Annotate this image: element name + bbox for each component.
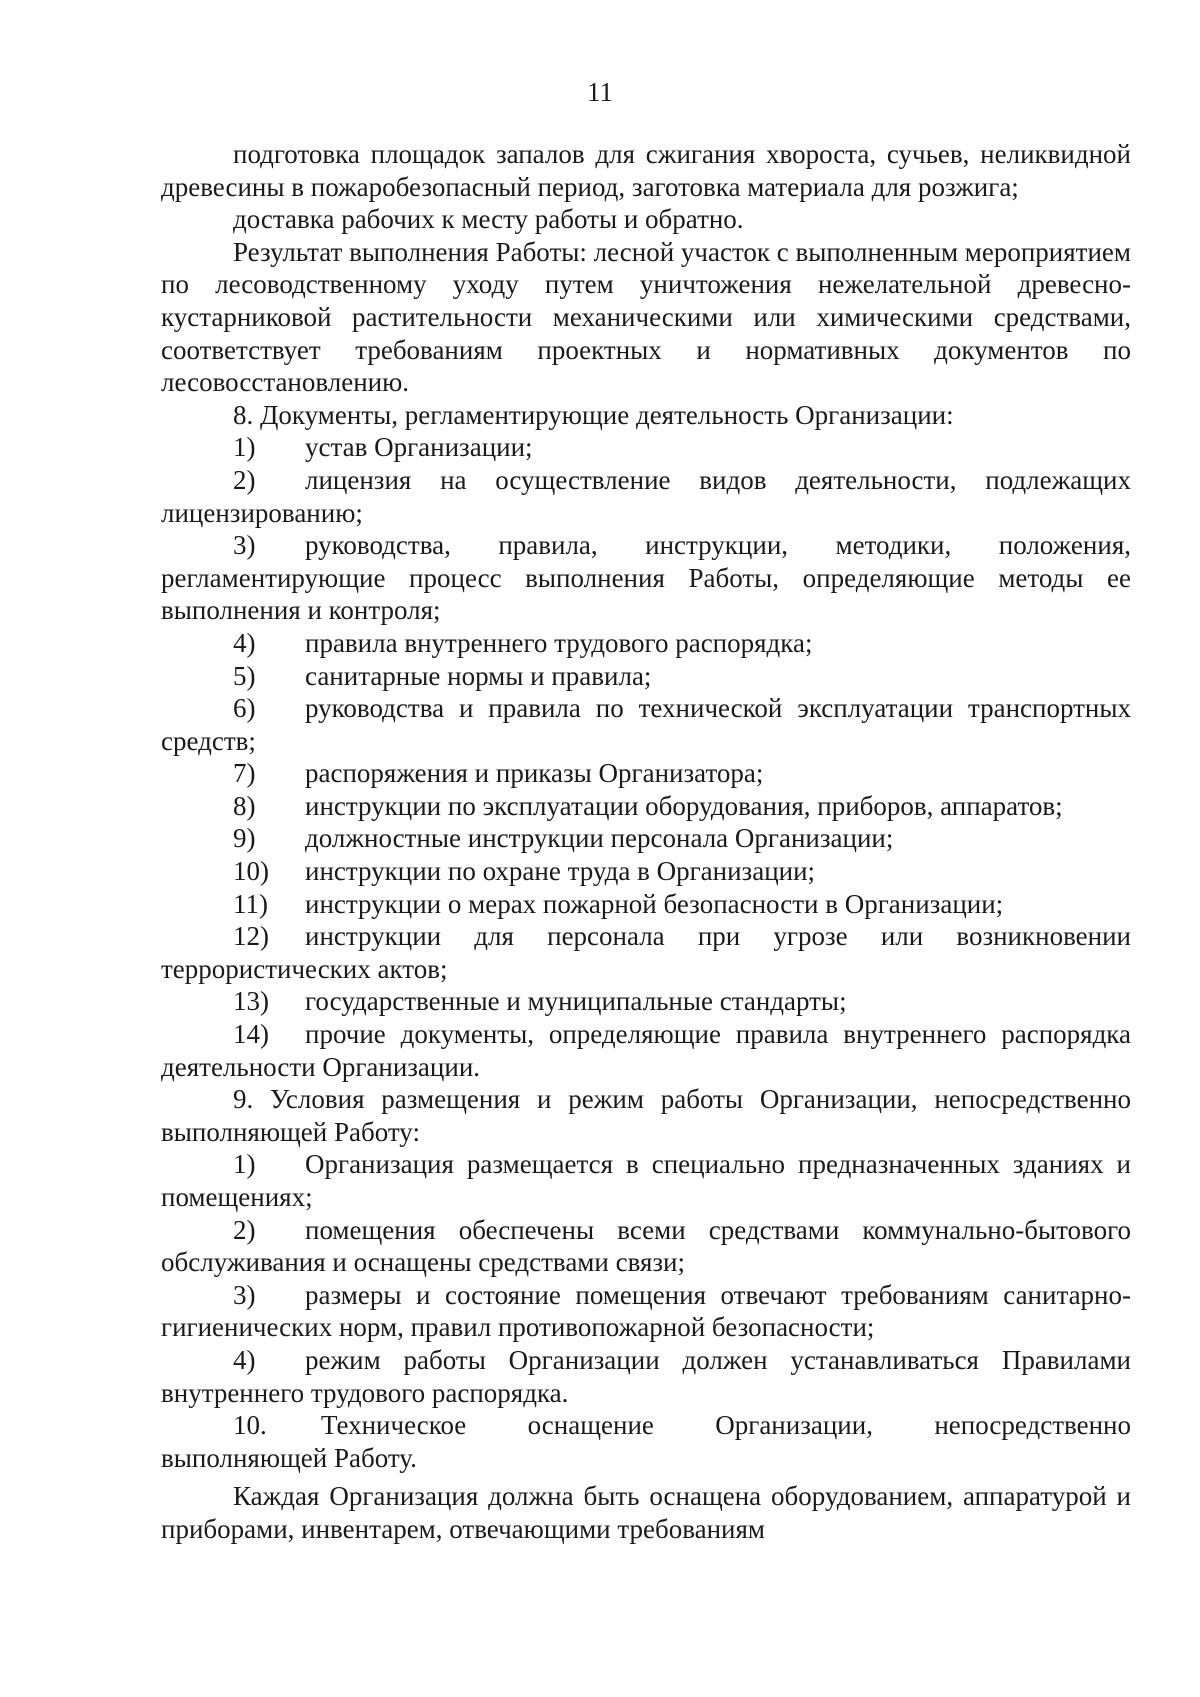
section-8-item-text: прочие документы, определяющие правила внутреннего распорядка деятельности Организации. bbox=[161, 1019, 1131, 1082]
section-8-item-text: руководства и правила по технической эксплуатации транспортных средств; bbox=[161, 693, 1131, 756]
section-9-item-number: 3) bbox=[233, 1279, 256, 1310]
section-9-list bbox=[161, 1148, 1131, 1409]
section-8-item-number: 9) bbox=[233, 823, 256, 854]
section-8-item bbox=[161, 529, 1131, 627]
section-8-item-number: 10) bbox=[233, 856, 269, 887]
section-9-heading: 9. Условия размещения и режим работы Организации, непосредственно выполняющей Работу: bbox=[161, 1084, 1131, 1147]
section-8-item bbox=[161, 790, 1131, 823]
section-8-item bbox=[161, 660, 1131, 693]
section-8-item-text: руководства, правила, инструкции, методики, положения, регламентирующие процесс выполнения Работы, определяющие методы ее выполнения и контроля; bbox=[161, 530, 1131, 626]
section-9-item bbox=[161, 1148, 1131, 1213]
section-10-heading bbox=[161, 1409, 1131, 1474]
section-8-item-text: устав Организации; bbox=[305, 432, 533, 463]
section-9-item-number: 2) bbox=[233, 1214, 256, 1245]
section-10-heading-text: Техническое оснащение Организации, непосредственно выполняющей Работу. bbox=[161, 1410, 1131, 1473]
section-10-body: Каждая Организация должна быть оснащена оборудованием, аппаратурой и приборами, инвентарем, отвечающими требованиям bbox=[161, 1481, 1131, 1544]
section-8-item bbox=[161, 627, 1131, 660]
section-8-item-number: 5) bbox=[233, 660, 256, 691]
section-9-item bbox=[161, 1214, 1131, 1279]
section-8-item-number: 6) bbox=[233, 693, 256, 724]
section-8-heading: 8. Документы, регламентирующие деятельность Организации: bbox=[233, 399, 954, 430]
paragraph-work-result: Результат выполнения Работы: лесной участок с выполненным мероприятием по лесоводственному уходу путем уничтожения нежелательной древесно-кустарниковой растительности механическими или химическими средствами, соответствует требованиям проектных и нормативных документов по лесовосстановлению. bbox=[161, 236, 1131, 398]
section-8-item-number: 14) bbox=[233, 1019, 269, 1050]
section-8-item-text: инструкции по эксплуатации оборудования, приборов, аппаратов; bbox=[305, 790, 1063, 821]
section-9-item-text: Организация размещается в специально предназначенных зданиях и помещениях; bbox=[161, 1149, 1131, 1212]
section-8-list bbox=[161, 431, 1131, 1083]
section-9-item-text: размеры и состояние помещения отвечают требованиям санитарно-гигиенических норм, правил противопожарной безопасности; bbox=[161, 1279, 1131, 1343]
paragraph-ignition-prep: подготовка площадок запалов для сжигания хвороста, сучьев, неликвидной древесины в пожаробезопасный период, заготовка материала для розжига; bbox=[161, 139, 1131, 202]
section-8-item bbox=[161, 920, 1131, 985]
section-8-item-number: 13) bbox=[233, 986, 269, 1017]
section-8-item bbox=[161, 692, 1131, 757]
section-8-item bbox=[161, 822, 1131, 855]
section-8-item-number: 1) bbox=[233, 432, 256, 463]
section-8-item-text: лицензия на осуществление видов деятельности, подлежащих лицензированию; bbox=[161, 464, 1131, 528]
section-9-item-number: 4) bbox=[233, 1344, 256, 1375]
section-8-item bbox=[161, 431, 1131, 464]
section-8-item-number: 2) bbox=[233, 464, 256, 495]
section-8-item-text: должностные инструкции персонала Организации; bbox=[305, 823, 894, 854]
section-9-item-text: помещения обеспечены всеми средствами коммунально-бытового обслуживания и оснащены средствами связи; bbox=[161, 1214, 1131, 1278]
section-8-item-text: санитарные нормы и правила; bbox=[305, 660, 652, 691]
section-8-item-number: 11) bbox=[233, 888, 268, 919]
section-9-item-text: режим работы Организации должен устанавливаться Правилами внутреннего трудового распорядка. bbox=[161, 1344, 1131, 1408]
section-8-item-number: 4) bbox=[233, 627, 256, 658]
section-8-item bbox=[161, 464, 1131, 529]
section-8-item-number: 12) bbox=[233, 921, 269, 952]
section-9-item-number: 1) bbox=[233, 1149, 256, 1180]
section-8-item-number: 7) bbox=[233, 758, 256, 789]
paragraph-worker-delivery: доставка рабочих к месту работы и обратно. bbox=[233, 204, 744, 235]
page-content bbox=[161, 138, 1131, 1546]
section-8-item-text: инструкции для персонала при угрозе или возникновении террористических актов; bbox=[161, 921, 1131, 984]
section-8-item bbox=[161, 757, 1131, 790]
section-8-item-text: инструкции по охране труда в Организации; bbox=[305, 856, 816, 887]
section-8-item bbox=[161, 855, 1131, 888]
section-8-item-text: распоряжения и приказы Организатора; bbox=[305, 758, 764, 789]
section-8-item-text: государственные и муниципальные стандарты; bbox=[305, 986, 847, 1017]
section-10-number: 10. bbox=[233, 1410, 267, 1441]
section-8-item bbox=[161, 888, 1131, 921]
section-8-item-text: правила внутреннего трудового распорядка; bbox=[305, 627, 813, 658]
section-8-item bbox=[161, 985, 1131, 1018]
section-8-item bbox=[161, 1018, 1131, 1083]
section-8-item-number: 8) bbox=[233, 790, 256, 821]
section-9-item bbox=[161, 1279, 1131, 1344]
page-number: 11 bbox=[587, 77, 613, 107]
section-8-item-text: инструкции о мерах пожарной безопасности в Организации; bbox=[305, 888, 1004, 919]
section-9-item bbox=[161, 1344, 1131, 1409]
section-8-item-number: 3) bbox=[233, 530, 256, 561]
